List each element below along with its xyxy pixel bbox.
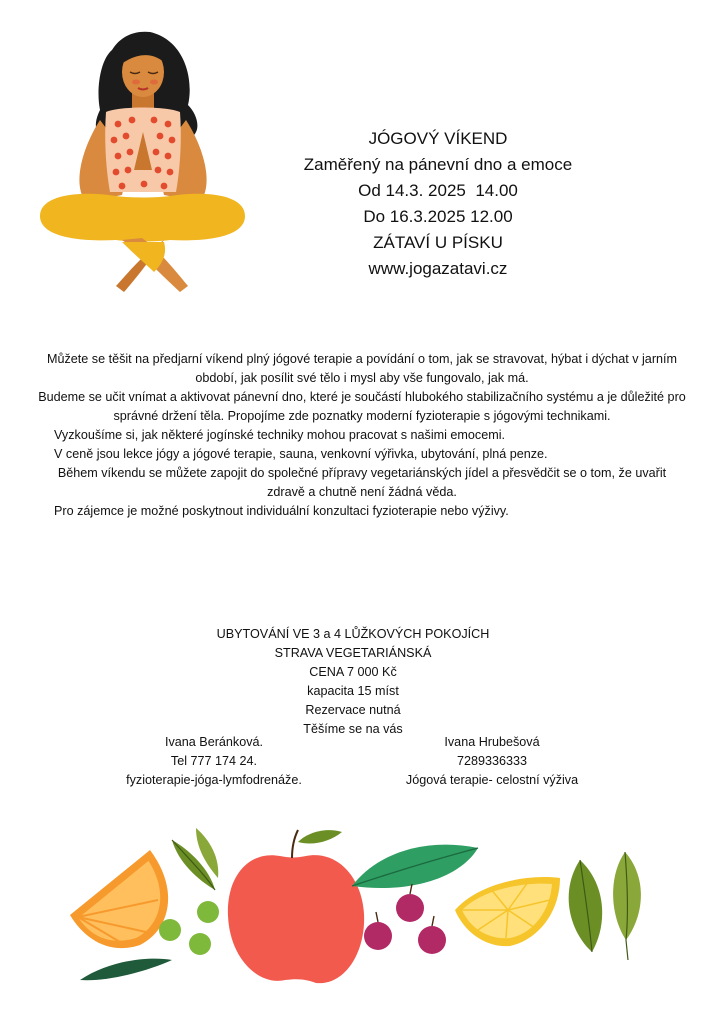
- yoga-woman-illustration: [30, 20, 255, 310]
- paragraph-intro: Můžete se těšit na předjarní víkend plný jógové terapie a povídání o tom, jak se stravovat, hýbat i dýchat v jarním období, jak posílit své tělo i mysl aby vše fungovalo, jak má.: [46, 352, 678, 385]
- contact-phone: Tel 777 174 24.: [170, 754, 258, 768]
- contact-role: Jógová terapie- celostní výživa: [405, 773, 579, 787]
- paragraph-consultation: Pro zájemce je možné poskytnout individuální konzultaci fyzioterapie nebo výživy.: [54, 504, 509, 518]
- paragraph-pelvic-floor: Budeme se učit vnímat a aktivovat pánevní dno, které je součástí hlubokého stabilizačního systému a je důležité pro správné držení těla. Propojíme zde poznatky moderní fyzioterapie s jógovými technikami.: [38, 390, 686, 423]
- contact-role: fyzioterapie-jóga-lymfodrenáže.: [126, 773, 302, 787]
- berries-icon: [364, 884, 446, 954]
- contact-physiotherapist: [104, 733, 324, 790]
- event-subtitle: Zaměřený na pánevní dno a emoce: [303, 155, 573, 174]
- event-location: ZÁTAVÍ U PÍSKU: [373, 233, 503, 252]
- event-website: www.jogazatavi.cz: [368, 259, 508, 278]
- event-date-to: Do 16.3.2025 12.00: [363, 207, 513, 226]
- info-capacity: kapacita 15 míst: [307, 684, 399, 698]
- leaf-icon: [569, 852, 641, 960]
- event-description: [38, 350, 686, 521]
- info-price: CENA 7 000 Kč: [309, 665, 397, 679]
- info-reservation: Rezervace nutná: [305, 703, 401, 717]
- contact-yoga-therapist: [384, 733, 600, 790]
- event-info: [140, 625, 566, 739]
- paragraph-emotions: Vyzkoušíme si, jak některé jogínské techniky mohou pracovat s našimi emocemi.: [54, 428, 506, 442]
- paragraph-price-includes: V ceně jsou lekce jógy a jógové terapie, sauna, venkovní výřivka, ubytování, plná penze.: [54, 447, 548, 461]
- info-greeting: Těšíme se na vás: [303, 722, 403, 736]
- info-accommodation: UBYTOVÁNÍ VE 3 a 4 LŮŽKOVÝCH POKOJÍCH: [216, 627, 490, 641]
- info-food: STRAVA VEGETARIÁNSKÁ: [274, 646, 432, 660]
- green-peas-icon: [159, 901, 219, 955]
- contact-phone: 7289336333: [456, 754, 528, 768]
- paragraph-cooking: Během víkendu se můžete zapojit do společné přípravy vegetariánských jídel a přesvědčit se o tom, že uvařit zdravě a chutně není žádná věda.: [57, 466, 667, 499]
- leaf-icon: [352, 845, 478, 888]
- orange-slice-icon: [70, 850, 168, 948]
- fruit-vegetables-illustration: [60, 820, 680, 1015]
- event-header: [270, 126, 606, 282]
- apple-icon: [228, 830, 364, 983]
- event-title: JÓGOVÝ VÍKEND: [368, 129, 508, 148]
- event-date-from: Od 14.3. 2025 14.00: [358, 181, 518, 200]
- contact-name: Ivana Hrubešová: [444, 735, 540, 749]
- lemon-slice-icon: [455, 877, 560, 946]
- contact-name: Ivana Beránková.: [164, 735, 263, 749]
